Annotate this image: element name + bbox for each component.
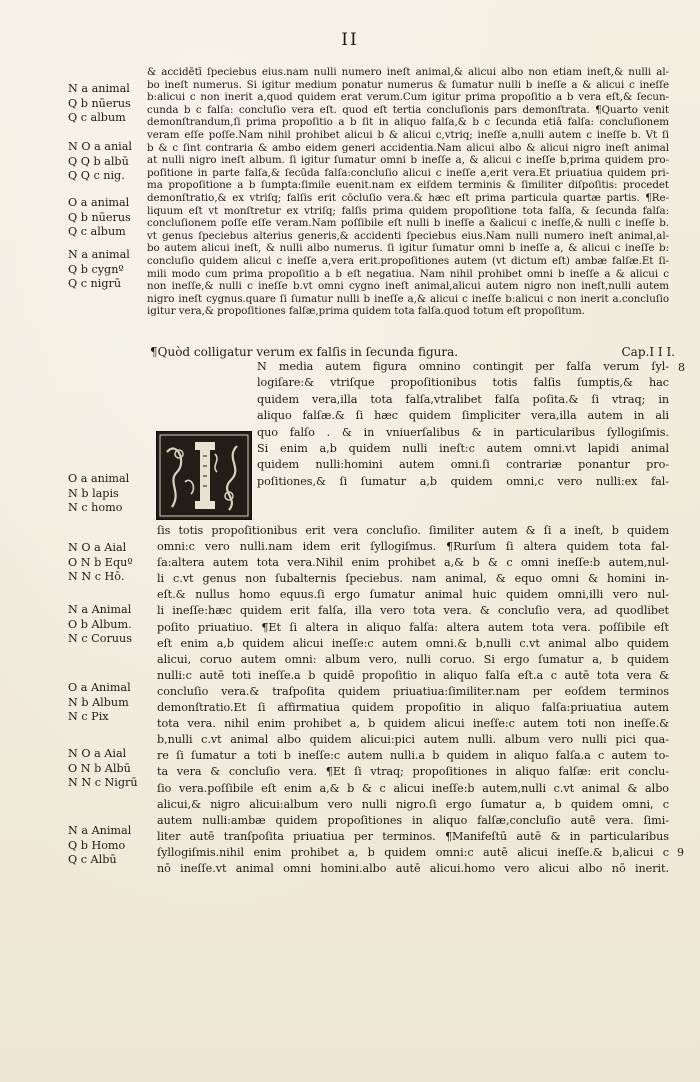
margin-gloss-line: N a Animal: [68, 603, 132, 616]
text-line: ſio vera.poſſibile eſt enim a,& b & c alicui ineſſe:b autem,nulli c.vt animal & albo: [157, 781, 669, 795]
margin-gloss-line: N O a anial: [68, 140, 133, 153]
text-line: & accidētī ſpeciebus eius.nam nulli numero ineſt animal,& alicui albo non etiam ineſt,& nulli al-: [147, 66, 669, 78]
text-line: b,nulli c.vt animal albo quidem alicui:pici autem nulli. album vero nulli pici qua-: [157, 733, 669, 747]
margin-gloss-line: O a Animal: [68, 681, 131, 694]
text-line: mili modo cum prima propoſitio a b eſt negatiua. Nam nihil prohibet omni b ineſſe a & alicui c: [147, 267, 669, 280]
text-line: ta vera & concluſio vera. ¶Et ſi vtraq; propoſitiones in aliquo falſæ: erit conclu-: [157, 765, 669, 779]
text-line: logiſare:& vtriſque propoſitionibus totis falſis ſumptis,& hac: [257, 376, 669, 390]
margin-gloss-line: N c Pix: [68, 710, 109, 723]
text-line: re ſi ſumatur a toti b ineſſe:c autem nulli.a b quidem in aliquo falſa.a c autem to-: [157, 749, 669, 763]
margin-gloss-line: N N c Hō.: [68, 570, 125, 583]
margin-gloss-line: O a animal: [68, 472, 130, 485]
margin-gloss-9: [68, 747, 138, 791]
text-line: li c.vt genus non ſubalternis ſpeciebus. nam animal, & equo omni & homini in-: [157, 572, 669, 586]
text-line: alicui, coruo autem omni: album vero, nulli coruo. Si ergo ſumatur a, b quidem: [157, 652, 669, 666]
margin-gloss-line: Q Q c nig.: [68, 169, 125, 182]
text-line: vt genus ſpeciebus alterius generis,& accidenti ſpeciebus eius.Nam nulli numero ineſt animal,al-: [147, 229, 669, 242]
text-line: non ineſſe,& nulli c ineſſe b.vt omni cygno ineſt animal,alicui autem nigro non ineſt,nulli autem: [147, 280, 669, 293]
chapter-title: ¶Quòd colligatur verum ex falſis in ſecunda figura.: [150, 345, 459, 359]
chapter-number: Cap.I I I.: [621, 345, 675, 359]
margin-gloss-3: [68, 196, 131, 240]
chapter-heading: [150, 345, 675, 359]
text-line: cunda b c falſa: concluſio vera eſt. quod eſt tertia concluſionis pars demonſtrata. ¶Quarto venit: [147, 103, 669, 116]
margin-gloss-line: N a animal: [68, 248, 130, 261]
text-line: quidem nulli:homini autem omni.ſi contrariæ ponantur pro-: [257, 458, 669, 472]
margin-gloss-line: O b Album.: [68, 617, 132, 631]
text-line: N media autem figura omnino contingit per falſa verum ſyl-: [257, 360, 669, 373]
text-line: nigro ineſt cygnus.quare ſi ſumatur nulli b ineſſe a,& alicui c ineſſe b:alicui c non inerit a.concluſio: [147, 292, 669, 305]
text-line: ſis totis propoſitionibus erit vera concluſio. ſimiliter autem & ſi a ineſt, b quidem: [157, 524, 669, 537]
text-line: demonſtratio.Et ſi affirmatiua quidem propoſitio in aliquo falſa:priuatiua autem: [157, 701, 669, 715]
text-line: ſyllogiſmis.nihil enim prohibet a, b quidem omni:c autē alicui ineſſe.& b,alicui c: [157, 845, 669, 859]
margin-gloss-line: N a Animal: [68, 824, 132, 837]
text-line: demonſtrandum,ſi prima propoſitio a b ſit in aliquo falſa,& b c ſecunda etiā falſa: concluſionem: [147, 116, 669, 129]
margin-gloss-10: [68, 824, 131, 868]
margin-gloss-line: N O a Aial: [68, 747, 127, 760]
body-text-upper: [257, 359, 669, 490]
margin-gloss-line: Q b Homo: [68, 838, 126, 852]
text-line: liquum eſt vt monſtretur ex vtriſq; falſis prima quidem propoſitione tota falſa, & ſecunda falſa:: [147, 204, 669, 217]
text-line: omni:c vero nulli.nam idem erit ſyllogiſmus. ¶Rurſum ſi altera quidem tota fal-: [157, 540, 669, 554]
margin-gloss-6: [68, 541, 133, 585]
margin-gloss-line: O N b Equº: [68, 555, 133, 569]
text-line: liter autē tranſpoſita priuatiua per terminos. ¶Manifeſtū autē & in particularibus: [157, 829, 669, 843]
text-line: b & c ſint contraria & ambo eidem generi accidentia.Nam alicui albo & alicui nigro ineſt animal: [147, 141, 669, 154]
text-line: tota vera. nihil enim prohibet a, b quidem alicui ineſſe:c autem toti non ineſſe.&: [157, 717, 669, 731]
margin-number: 9: [677, 846, 684, 859]
margin-number: 8: [678, 361, 685, 374]
decorated-initial-i: [156, 431, 252, 520]
margin-gloss-line: Q b nūerus: [68, 96, 131, 110]
text-line: alicui,& nigro alicui:album vero nulli nigro.ſi ergo ſumatur a, b quidem omni, c: [157, 797, 669, 811]
margin-gloss-line: N b Album: [68, 695, 129, 709]
margin-gloss-line: Q c album: [68, 111, 126, 124]
text-line: veram eſſe poſſe.Nam nihil prohibet alicui b & alicui c,vtriq; ineſſe a,nulli autem c ineſſe b. Vt ſi: [147, 128, 669, 141]
text-line: poſitiones,& ſi ſumatur a,b quidem omni,c vero nulli:ex fal-: [257, 474, 669, 488]
margin-gloss-line: Q c Albū: [68, 853, 117, 866]
text-line: b:alicui c non inerit a,quod quidem erat verum.Cum igitur prima propoſitio a b vera eſt,& ſecun-: [147, 91, 669, 104]
text-line: ſa:altera autem tota vera.Nihil enim prohibet a,& b & c omni ineſſe:b autem,nul-: [157, 556, 669, 570]
margin-gloss-line: N O a Aial: [68, 541, 127, 554]
margin-gloss-7: [68, 603, 132, 647]
text-line: demonſtratio,& ex vtriſq; falſis erit cōcluſio vera.& hæc eſt prima particula quartæ partis. ¶Re-: [147, 191, 669, 204]
text-line: bo autem alicui ineſt, & nulli albo numerus. ſi igitur ſumatur omni b ineſſe a, & alicui c ineſſe b:: [147, 242, 669, 255]
margin-gloss-1: [68, 82, 131, 126]
text-line: quo falſo . & in vniuerſalibus & in particularibus ſyllogiſmis.: [257, 425, 669, 439]
text-line: nō ineſſe.vt animal omni homini.albo autē alicui.homo vero alicui albo nō inerit.: [157, 861, 669, 875]
text-line: concluſio vera.& traſpoſita quidem priuatiua:ſimiliter.nam per eoſdem terminos: [157, 684, 669, 698]
margin-gloss-line: O N b Albū: [68, 761, 131, 775]
margin-gloss-line: N b lapis: [68, 486, 119, 500]
margin-gloss-line: Q b cygnº: [68, 262, 124, 276]
margin-gloss-line: N N c Nigrū: [68, 776, 138, 789]
text-line: poſito priuatiuo. ¶Et ſi altera in aliquo falſa: altera autem tota vera. poſſibile eſt: [157, 620, 669, 634]
margin-gloss-line: Q c nigrū: [68, 277, 122, 290]
margin-gloss-4: [68, 248, 130, 292]
text-line: eſt.& nullus homo equus.ſi ergo ſumatur animal huic quidem omni,illi vero nul-: [157, 588, 669, 602]
top-text-block: [147, 66, 669, 318]
text-line: igitur vera,& propoſitiones falſæ,prima quidem tota falſa.quod totum eſt propoſitum.: [147, 305, 585, 318]
text-line: ma propoſitione a b ſumpta:ſimile euenit.nam ex eiſdem terminis & ſimiliter diſpoſitis: procedet: [147, 179, 669, 192]
text-line: eſt enim a,b quidem alicui ineſſe:c autem omni.& b,nulli c.vt animal albo quidem: [157, 636, 669, 650]
text-line: Si enim a,b quidem nulli ineſt:c autem omni.vt lapidi animal: [257, 442, 669, 456]
text-line: concluſio quidem alicui c ineſſe a,vera erit.propoſitiones autem (vt dictum eſt) ambæ falſæ.Et ſi-: [147, 254, 669, 267]
margin-gloss-8: [68, 681, 131, 725]
margin-gloss-line: N c Coruus: [68, 632, 132, 645]
text-line: at nulli nigro ineſt album. ſi igitur ſumatur omni b ineſſe a, & alicui c ineſſe b,prima quidem pro-: [147, 154, 669, 167]
text-line: poſitione in parte falſa,& ſecūda falſa:concluſio alicui c ineſſe a,erit vera.Et priuatiua quidem pri-: [147, 166, 669, 179]
margin-gloss-5: [68, 472, 129, 516]
margin-gloss-line: Q b nūerus: [68, 210, 131, 224]
margin-gloss-line: N c homo: [68, 501, 123, 514]
text-line: aliquo falſæ.& ſi hæc quidem ſimpliciter vera,illa autem in ali: [257, 409, 669, 423]
margin-gloss-line: Q c album: [68, 225, 126, 238]
margin-gloss-line: O a animal: [68, 196, 130, 209]
page-number: II: [341, 30, 359, 50]
text-line: concluſionem poſſe eſſe veram.Nam poſſibile eſt nulli b ineſſe a &alicui c ineſſe,& nulli c ineſſe b.: [147, 217, 669, 230]
text-line: bo ineſt numerus. Si igitur medium ponatur numerus & ſumatur nulli b ineſſe a & alicui c ineſſe: [147, 78, 669, 91]
text-line: li ineſſe:hæc quidem erit falſa, illa vero tota vera. & concluſio vera, ad quodlibet: [157, 604, 669, 618]
text-line: quidem vera,illa tota falſa,vtralibet falſa poſita.& ſi vtraq; in: [257, 392, 669, 406]
text-line: nulli:c autē toti ineſſe.a b quidē propoſitio in aliquo falſa eſt.a c autē tota vera &: [157, 668, 669, 682]
margin-gloss-2: [68, 140, 132, 184]
margin-gloss-line: Q Q b albū: [68, 154, 129, 168]
body-text-lower: [157, 523, 669, 877]
text-line: autem nulli:ambæ quidem propoſitiones in aliquo falſæ,concluſio autē vera. ſimi-: [157, 813, 669, 827]
margin-gloss-line: N a animal: [68, 82, 130, 95]
